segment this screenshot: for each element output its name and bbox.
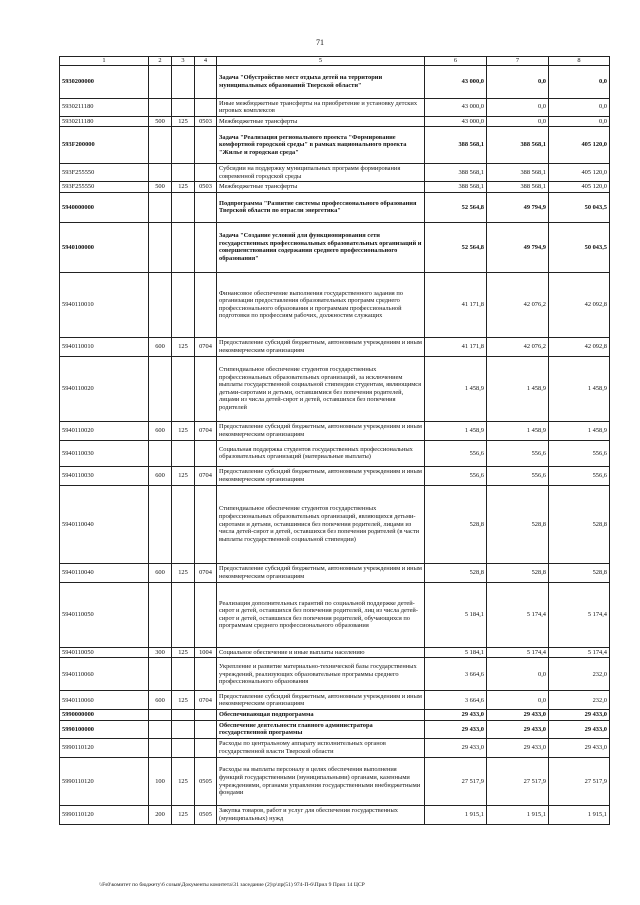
section-cell bbox=[149, 658, 172, 691]
subsection-cell bbox=[195, 192, 217, 222]
amount-year2-cell: 0,0 bbox=[487, 691, 549, 710]
ministry-cell bbox=[172, 710, 195, 721]
ministry-cell: 125 bbox=[172, 116, 195, 127]
subsection-cell bbox=[195, 272, 217, 337]
subsection-cell bbox=[195, 127, 217, 164]
amount-year1-cell: 43 000,0 bbox=[425, 98, 487, 116]
subsection-cell: 0704 bbox=[195, 421, 217, 440]
section-cell: 600 bbox=[149, 691, 172, 710]
amount-year3-cell: 405 120,0 bbox=[549, 164, 610, 182]
amount-year3-cell: 1 915,1 bbox=[549, 806, 610, 825]
amount-year1-cell: 1 458,9 bbox=[425, 356, 487, 421]
ministry-cell: 125 bbox=[172, 563, 195, 582]
amount-year3-cell: 29 433,0 bbox=[549, 710, 610, 721]
code-cell: 5940110010 bbox=[60, 272, 149, 337]
subsection-cell: 0505 bbox=[195, 758, 217, 806]
section-cell: 600 bbox=[149, 563, 172, 582]
amount-year3-cell: 0,0 bbox=[549, 98, 610, 116]
amount-year1-cell: 556,6 bbox=[425, 466, 487, 485]
section-cell: 600 bbox=[149, 466, 172, 485]
subsection-cell: 1004 bbox=[195, 647, 217, 658]
code-cell: 5990110120 bbox=[60, 739, 149, 758]
table-row bbox=[60, 421, 610, 440]
amount-year1-cell: 27 517,9 bbox=[425, 758, 487, 806]
amount-year2-cell: 1 458,9 bbox=[487, 421, 549, 440]
table-header-row bbox=[60, 57, 610, 66]
name-cell: Задача "Создание условий для функционирования сети государственных профессиональных образовательных организаций и совершенствования содержания среднего профессионального образования" bbox=[217, 222, 425, 272]
subsection-cell bbox=[195, 739, 217, 758]
ministry-cell: 125 bbox=[172, 758, 195, 806]
table-row bbox=[60, 691, 610, 710]
table-row bbox=[60, 192, 610, 222]
table-row bbox=[60, 222, 610, 272]
table-row bbox=[60, 582, 610, 647]
ministry-cell bbox=[172, 485, 195, 563]
section-cell bbox=[149, 98, 172, 116]
amount-year1-cell: 1 915,1 bbox=[425, 806, 487, 825]
amount-year2-cell: 0,0 bbox=[487, 65, 549, 98]
ministry-cell: 125 bbox=[172, 421, 195, 440]
amount-year3-cell: 232,0 bbox=[549, 691, 610, 710]
subsection-cell bbox=[195, 658, 217, 691]
amount-year1-cell: 52 564,8 bbox=[425, 192, 487, 222]
section-cell bbox=[149, 222, 172, 272]
code-cell: 5940110050 bbox=[60, 647, 149, 658]
amount-year3-cell: 0,0 bbox=[549, 65, 610, 98]
section-cell bbox=[149, 582, 172, 647]
amount-year2-cell: 0,0 bbox=[487, 658, 549, 691]
header-cell: 1 bbox=[60, 57, 149, 66]
table-row bbox=[60, 758, 610, 806]
subsection-cell bbox=[195, 440, 217, 466]
code-cell: 5930211180 bbox=[60, 98, 149, 116]
amount-year3-cell: 556,6 bbox=[549, 466, 610, 485]
subsection-cell bbox=[195, 222, 217, 272]
subsection-cell bbox=[195, 582, 217, 647]
table-row bbox=[60, 65, 610, 98]
name-cell: Подпрограмма "Развитие системы профессионального образования Тверской области по отрасли энергетика" bbox=[217, 192, 425, 222]
code-cell: 593F255550 bbox=[60, 182, 149, 193]
amount-year1-cell: 1 458,9 bbox=[425, 421, 487, 440]
amount-year2-cell: 388 568,1 bbox=[487, 127, 549, 164]
name-cell: Стипендиальное обеспечение студентов государственных профессиональных образовательных организаций, являющихся детьми-сиротами и детьми, оставшимися без попечения родителей, лицами из числа детей-сирот и детей, оставшихся без попечения родителей (в части выплаты государственной социальной стипендии) bbox=[217, 485, 425, 563]
table-row bbox=[60, 440, 610, 466]
amount-year1-cell: 388 568,1 bbox=[425, 164, 487, 182]
code-cell: 5940100000 bbox=[60, 222, 149, 272]
table-row bbox=[60, 337, 610, 356]
code-cell: 5990110120 bbox=[60, 758, 149, 806]
subsection-cell: 0505 bbox=[195, 806, 217, 825]
ministry-cell bbox=[172, 440, 195, 466]
name-cell: Социальное обеспечение и иные выплаты населению bbox=[217, 647, 425, 658]
amount-year2-cell: 1 915,1 bbox=[487, 806, 549, 825]
table-row bbox=[60, 647, 610, 658]
amount-year3-cell: 42 092,8 bbox=[549, 337, 610, 356]
code-cell: 5990110120 bbox=[60, 806, 149, 825]
amount-year2-cell: 556,6 bbox=[487, 440, 549, 466]
section-cell: 600 bbox=[149, 337, 172, 356]
section-cell bbox=[149, 192, 172, 222]
amount-year2-cell: 49 794,9 bbox=[487, 222, 549, 272]
name-cell: Расходы по центральному аппарату исполнительных органов государственной власти Тверской области bbox=[217, 739, 425, 758]
amount-year2-cell: 1 458,9 bbox=[487, 356, 549, 421]
code-cell: 5940110060 bbox=[60, 691, 149, 710]
header-cell: 4 bbox=[195, 57, 217, 66]
amount-year3-cell: 528,8 bbox=[549, 485, 610, 563]
subsection-cell bbox=[195, 485, 217, 563]
section-cell: 100 bbox=[149, 758, 172, 806]
amount-year1-cell: 29 433,0 bbox=[425, 710, 487, 721]
code-cell: 5930211180 bbox=[60, 116, 149, 127]
amount-year2-cell: 29 433,0 bbox=[487, 739, 549, 758]
name-cell: Предоставление субсидий бюджетным, автономным учреждениям и иным некоммерческим организациям bbox=[217, 563, 425, 582]
ministry-cell bbox=[172, 582, 195, 647]
section-cell: 300 bbox=[149, 647, 172, 658]
amount-year1-cell: 43 000,0 bbox=[425, 116, 487, 127]
subsection-cell: 0704 bbox=[195, 337, 217, 356]
name-cell: Укрепление и развитие материально-технической базы государственных учреждений, реализующих образовательные программы среднего профессионального образования bbox=[217, 658, 425, 691]
amount-year2-cell: 29 433,0 bbox=[487, 720, 549, 738]
code-cell: 593F200000 bbox=[60, 127, 149, 164]
amount-year1-cell: 41 171,8 bbox=[425, 337, 487, 356]
ministry-cell bbox=[172, 739, 195, 758]
subsection-cell bbox=[195, 710, 217, 721]
amount-year2-cell: 42 076,2 bbox=[487, 337, 549, 356]
amount-year2-cell: 29 433,0 bbox=[487, 710, 549, 721]
subsection-cell bbox=[195, 65, 217, 98]
section-cell bbox=[149, 356, 172, 421]
amount-year3-cell: 0,0 bbox=[549, 116, 610, 127]
budget-table bbox=[59, 56, 610, 825]
name-cell: Обеспечение деятельности главного администратора государственной программы bbox=[217, 720, 425, 738]
section-cell: 200 bbox=[149, 806, 172, 825]
section-cell bbox=[149, 164, 172, 182]
ministry-cell bbox=[172, 658, 195, 691]
section-cell bbox=[149, 127, 172, 164]
subsection-cell bbox=[195, 720, 217, 738]
section-cell bbox=[149, 739, 172, 758]
code-cell: 5990000000 bbox=[60, 710, 149, 721]
subsection-cell bbox=[195, 98, 217, 116]
amount-year1-cell: 41 171,8 bbox=[425, 272, 487, 337]
header-cell: 6 bbox=[425, 57, 487, 66]
table-row bbox=[60, 164, 610, 182]
code-cell: 593F255550 bbox=[60, 164, 149, 182]
name-cell: Иные межбюджетные трансферты на приобретение и установку детских игровых комплексов bbox=[217, 98, 425, 116]
amount-year1-cell: 29 433,0 bbox=[425, 739, 487, 758]
code-cell: 5940110060 bbox=[60, 658, 149, 691]
name-cell: Предоставление субсидий бюджетным, автономным учреждениям и иным некоммерческим организациям bbox=[217, 691, 425, 710]
amount-year2-cell: 27 517,9 bbox=[487, 758, 549, 806]
table-row bbox=[60, 356, 610, 421]
amount-year1-cell: 528,8 bbox=[425, 485, 487, 563]
amount-year2-cell: 0,0 bbox=[487, 116, 549, 127]
code-cell: 5940000000 bbox=[60, 192, 149, 222]
amount-year3-cell: 405 120,0 bbox=[549, 182, 610, 193]
section-cell bbox=[149, 720, 172, 738]
subsection-cell bbox=[195, 164, 217, 182]
code-cell: 5940110010 bbox=[60, 337, 149, 356]
table-row bbox=[60, 563, 610, 582]
amount-year3-cell: 29 433,0 bbox=[549, 739, 610, 758]
table-row bbox=[60, 739, 610, 758]
file-path-footer: \\Fs0\комитет по бюджету\6 созыв\Документы комитета\31 заседание (2)\р\пр(51) 974-П-6\Прил 9 Прил 14 ЦСР bbox=[99, 882, 365, 888]
name-cell: Реализация дополнительных гарантий по социальной поддержке детей-сирот и детей, оставшихся без попечения родителей, лиц из числа детей-сирот и детей, оставшихся без попечения родителей, обучающихся по программам среднего профессионального образования bbox=[217, 582, 425, 647]
table-row bbox=[60, 658, 610, 691]
subsection-cell: 0704 bbox=[195, 466, 217, 485]
name-cell: Стипендиальное обеспечение студентов государственных профессиональных образовательных организаций, за исключением выплаты государственной социальной стипендии студентам, являющимся детьми-сиротами и детьми, оставшимися без попечения родителей, лицами из числа детей-сирот и детей, оставшихся без попечения родителей bbox=[217, 356, 425, 421]
amount-year2-cell: 5 174,4 bbox=[487, 582, 549, 647]
ministry-cell bbox=[172, 192, 195, 222]
name-cell: Предоставление субсидий бюджетным, автономным учреждениям и иным некоммерческим организациям bbox=[217, 421, 425, 440]
name-cell: Предоставление субсидий бюджетным, автономным учреждениям и иным некоммерческим организациям bbox=[217, 466, 425, 485]
amount-year3-cell: 27 517,9 bbox=[549, 758, 610, 806]
table-row bbox=[60, 116, 610, 127]
section-cell bbox=[149, 65, 172, 98]
ministry-cell bbox=[172, 222, 195, 272]
amount-year1-cell: 3 664,6 bbox=[425, 658, 487, 691]
section-cell bbox=[149, 440, 172, 466]
table-row bbox=[60, 806, 610, 825]
amount-year3-cell: 528,8 bbox=[549, 563, 610, 582]
code-cell: 5940110030 bbox=[60, 466, 149, 485]
name-cell: Задача "Обустройство мест отдыха детей на территории муниципальных образований Тверской области" bbox=[217, 65, 425, 98]
amount-year2-cell: 42 076,2 bbox=[487, 272, 549, 337]
amount-year3-cell: 50 043,5 bbox=[549, 192, 610, 222]
name-cell: Закупка товаров, работ и услуг для обеспечения государственных (муниципальных) нужд bbox=[217, 806, 425, 825]
amount-year1-cell: 43 000,0 bbox=[425, 65, 487, 98]
amount-year2-cell: 556,6 bbox=[487, 466, 549, 485]
page-number: 71 bbox=[316, 38, 324, 47]
amount-year2-cell: 528,8 bbox=[487, 563, 549, 582]
amount-year1-cell: 556,6 bbox=[425, 440, 487, 466]
section-cell bbox=[149, 272, 172, 337]
amount-year3-cell: 29 433,0 bbox=[549, 720, 610, 738]
amount-year3-cell: 50 043,5 bbox=[549, 222, 610, 272]
table-row bbox=[60, 485, 610, 563]
ministry-cell bbox=[172, 272, 195, 337]
ministry-cell bbox=[172, 98, 195, 116]
header-cell: 7 bbox=[487, 57, 549, 66]
code-cell: 5940110030 bbox=[60, 440, 149, 466]
section-cell: 500 bbox=[149, 182, 172, 193]
code-cell: 5940110040 bbox=[60, 563, 149, 582]
name-cell: Обеспечивающая подпрограмма bbox=[217, 710, 425, 721]
ministry-cell bbox=[172, 720, 195, 738]
amount-year1-cell: 388 568,1 bbox=[425, 127, 487, 164]
subsection-cell: 0503 bbox=[195, 182, 217, 193]
name-cell: Задача "Реализация регионального проекта "Формирование комфортной городской среды" в рамках национального проекта "Жилье и городская среда" bbox=[217, 127, 425, 164]
name-cell: Расходы на выплаты персоналу в целях обеспечения выполнения функций государственными (муниципальными) органами, казенными учреждениями, органами управления государственными внебюджетными фондами bbox=[217, 758, 425, 806]
name-cell: Социальная поддержка студентов государственных профессиональных образовательных организаций (материальные выплаты) bbox=[217, 440, 425, 466]
ministry-cell bbox=[172, 356, 195, 421]
ministry-cell bbox=[172, 65, 195, 98]
amount-year2-cell: 49 794,9 bbox=[487, 192, 549, 222]
amount-year2-cell: 388 568,1 bbox=[487, 182, 549, 193]
code-cell: 5940110020 bbox=[60, 356, 149, 421]
ministry-cell: 125 bbox=[172, 806, 195, 825]
amount-year2-cell: 0,0 bbox=[487, 98, 549, 116]
name-cell: Предоставление субсидий бюджетным, автономным учреждениям и иным некоммерческим организациям bbox=[217, 337, 425, 356]
amount-year2-cell: 528,8 bbox=[487, 485, 549, 563]
ministry-cell bbox=[172, 164, 195, 182]
amount-year3-cell: 556,6 bbox=[549, 440, 610, 466]
table-row bbox=[60, 720, 610, 738]
table-row bbox=[60, 182, 610, 193]
header-cell: 5 bbox=[217, 57, 425, 66]
amount-year3-cell: 1 458,9 bbox=[549, 356, 610, 421]
code-cell: 5990100000 bbox=[60, 720, 149, 738]
header-cell: 2 bbox=[149, 57, 172, 66]
table-row bbox=[60, 710, 610, 721]
amount-year1-cell: 5 184,1 bbox=[425, 647, 487, 658]
table-row bbox=[60, 272, 610, 337]
table-row bbox=[60, 98, 610, 116]
amount-year3-cell: 232,0 bbox=[549, 658, 610, 691]
amount-year3-cell: 5 174,4 bbox=[549, 582, 610, 647]
section-cell: 600 bbox=[149, 421, 172, 440]
amount-year3-cell: 5 174,4 bbox=[549, 647, 610, 658]
subsection-cell: 0704 bbox=[195, 563, 217, 582]
name-cell: Межбюджетные трансферты bbox=[217, 182, 425, 193]
code-cell: 5940110040 bbox=[60, 485, 149, 563]
amount-year3-cell: 42 092,8 bbox=[549, 272, 610, 337]
amount-year3-cell: 405 120,0 bbox=[549, 127, 610, 164]
ministry-cell: 125 bbox=[172, 466, 195, 485]
header-cell: 8 bbox=[549, 57, 610, 66]
table-row bbox=[60, 127, 610, 164]
name-cell: Субсидии на поддержку муниципальных программ формирования современной городской среды bbox=[217, 164, 425, 182]
amount-year1-cell: 5 184,1 bbox=[425, 582, 487, 647]
section-cell bbox=[149, 710, 172, 721]
amount-year1-cell: 52 564,8 bbox=[425, 222, 487, 272]
name-cell: Финансовое обеспечение выполнения государственного задания по организации предоставления образовательных программ среднего профессионального образования и программам профессиональной подготовки по профессиям рабочих, должностям служащих bbox=[217, 272, 425, 337]
amount-year1-cell: 528,8 bbox=[425, 563, 487, 582]
name-cell: Межбюджетные трансферты bbox=[217, 116, 425, 127]
ministry-cell: 125 bbox=[172, 691, 195, 710]
ministry-cell: 125 bbox=[172, 182, 195, 193]
amount-year1-cell: 388 568,1 bbox=[425, 182, 487, 193]
subsection-cell: 0704 bbox=[195, 691, 217, 710]
amount-year2-cell: 5 174,4 bbox=[487, 647, 549, 658]
subsection-cell bbox=[195, 356, 217, 421]
code-cell: 5940110020 bbox=[60, 421, 149, 440]
amount-year1-cell: 3 664,6 bbox=[425, 691, 487, 710]
section-cell: 500 bbox=[149, 116, 172, 127]
table-row bbox=[60, 466, 610, 485]
amount-year1-cell: 29 433,0 bbox=[425, 720, 487, 738]
subsection-cell: 0503 bbox=[195, 116, 217, 127]
amount-year2-cell: 388 568,1 bbox=[487, 164, 549, 182]
amount-year3-cell: 1 458,9 bbox=[549, 421, 610, 440]
section-cell bbox=[149, 485, 172, 563]
ministry-cell: 125 bbox=[172, 647, 195, 658]
header-cell: 3 bbox=[172, 57, 195, 66]
code-cell: 5930200000 bbox=[60, 65, 149, 98]
code-cell: 5940110050 bbox=[60, 582, 149, 647]
ministry-cell bbox=[172, 127, 195, 164]
ministry-cell: 125 bbox=[172, 337, 195, 356]
